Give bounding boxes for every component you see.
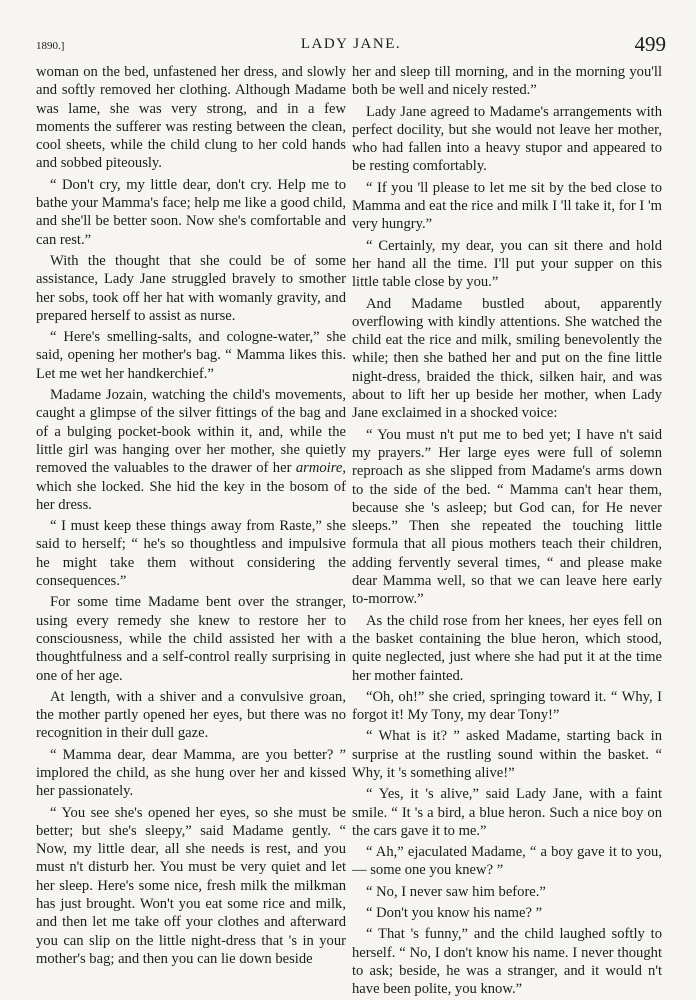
paragraph: “ What is it? ” asked Madame, starting back in surprise at the rustling sound within the basket. “ Why, it 's something alive!” [352, 728, 662, 781]
paragraph: “ I must keep these things away from Raste,” she said to herself; “ he's so thoughtless and impulsive he might take them without considering the consequences.” [36, 518, 346, 590]
paragraph: “ Mamma dear, dear Mamma, are you better? ” implored the child, as she hung over her and kissed her passionately. [36, 746, 346, 800]
paragraph: “ Yes, it 's alive,” said Lady Jane, with a faint smile. “ It 's a bird, a blue heron. Such a nice boy on the cars gave it to me.” [352, 786, 662, 839]
running-title: LADY JANE. [300, 36, 402, 52]
paragraph: At length, with a shiver and a convulsive groan, the mother partly opened her eyes, but there was no recognition in their dull gaze. [36, 688, 346, 742]
paragraph: “Oh, oh!” she cried, springing toward it. “ Why, I forgot it! My Tony, my dear Tony!” [352, 688, 662, 724]
paragraph: her and sleep till morning, and in the morning you'll both be well and nicely rested.” [352, 64, 662, 99]
paragraph: As the child rose from her knees, her eyes fell on the basket containing the blue heron, which stood, quite neglected, just where she had put it at the time her mother fainted. [352, 612, 662, 684]
left-text-column [36, 63, 346, 968]
paragraph: “ Don't you know his name? ” [366, 905, 543, 922]
text-run: Madame Jozain, watching the child's movements, caught a glimpse of the silver fittings of the bag and of a bulging pocket-book within it, and, while the little girl was hanging over her mother, she quietly removed the valuables to the drawer of her [36, 387, 346, 477]
paragraph: Lady Jane agreed to Madame's arrangements with perfect docility, but she would not leave her mother, who had fallen into a heavy stupor and appeared to be resting comfortably. [352, 103, 662, 175]
page-number: 499 [634, 32, 666, 56]
paragraph: With the thought that she could be of some assistance, Lady Jane struggled bravely to smother her sobs, took off her hat with womanly gravity, and prepared herself to assist as nurse. [36, 252, 346, 324]
paragraph: “ No, I never saw him before.” [366, 883, 546, 900]
paragraph: “ Ah,” ejaculated Madame, “ a boy gave it to you,— some one you knew? ” [352, 844, 662, 879]
right-text-column [352, 63, 662, 999]
paragraph: “ You must n't put me to bed yet; I have n't said my prayers.” Her large eyes were full of solemn reproach as she slipped from Madame's arms down to the side of the bed. “ Mamma can't hear them, because she 's asleep; but God can, for He never sleeps.” Then she repeated the touching little formula that all pious mothers teach their children, adding fervently several times, “ and please make dear Mamma well, so that we can leave here early to-morrow.” [352, 426, 662, 608]
paragraph: woman on the bed, unfastened her dress, and slowly and softly removed her clothing. Although Madame was lame, she was very strong, and in a few moments the sufferer was resting between the clean, cool sheets, while the child clung to her cold hands and sobbed piteously. [36, 64, 346, 172]
paragraph: For some time Madame bent over the stranger, using every remedy she knew to restore her to consciousness, while the child assisted her with a thoughtfulness and a self-control really surprising in one of her age. [36, 594, 346, 684]
paragraph [36, 386, 346, 514]
running-date: 1890.] [36, 40, 65, 52]
paragraph: “ Certainly, my dear, you can sit there and hold her hand all the time. I'll put your supper on this little table close by you.” [352, 237, 662, 291]
paragraph: “ If you 'll please to let me sit by the bed close to Mamma and eat the rice and milk I 'll take it, for I 'm very hungry.” [352, 179, 662, 233]
paragraph: “ Don't cry, my little dear, don't cry. Help me to bathe your Mamma's face; help me like a good child, and she'll be better soon. Now she's comfortable and can rest.” [36, 176, 346, 248]
paragraph: “ You see she's opened her eyes, so she must be better; but she's sleepy,” said Madame gently. “ Now, my little dear, all she needs is rest, and you must n't disturb her. You must be very quiet and let her sleep. Here's some nice, fresh milk the milkman has just brought. Won't you eat some rice and milk, and then let me take off your clothes and afterward you can slip on the little night-dress that 's in your mother's bag; and then you can lie down beside [36, 804, 346, 967]
paragraph: “ Here's smelling-salts, and cologne-water,” she said, opening her mother's bag. “ Mamma likes this. Let me wet her handkerchief.” [36, 329, 346, 382]
paragraph: And Madame bustled about, apparently overflowing with kindly attentions. She watched the child eat the rice and milk, smiling benevolently the while; then she bathed her and put on the fine little night-dress, braided the thick, silken hair, and was about to lift her up beside her mother, when Lady Jane exclaimed in a shocked voice: [352, 295, 662, 422]
page-header [36, 34, 666, 60]
paragraph: “ That 's funny,” and the child laughed softly to herself. “ No, I don't know his name. I never thought to ask; beside, he was a stranger, and it would n't have been polite, you know.” [352, 926, 662, 998]
text-run: , which she locked. She hid the key in the bosom of her dress. [36, 460, 346, 513]
italic-word: armoire [295, 460, 343, 477]
